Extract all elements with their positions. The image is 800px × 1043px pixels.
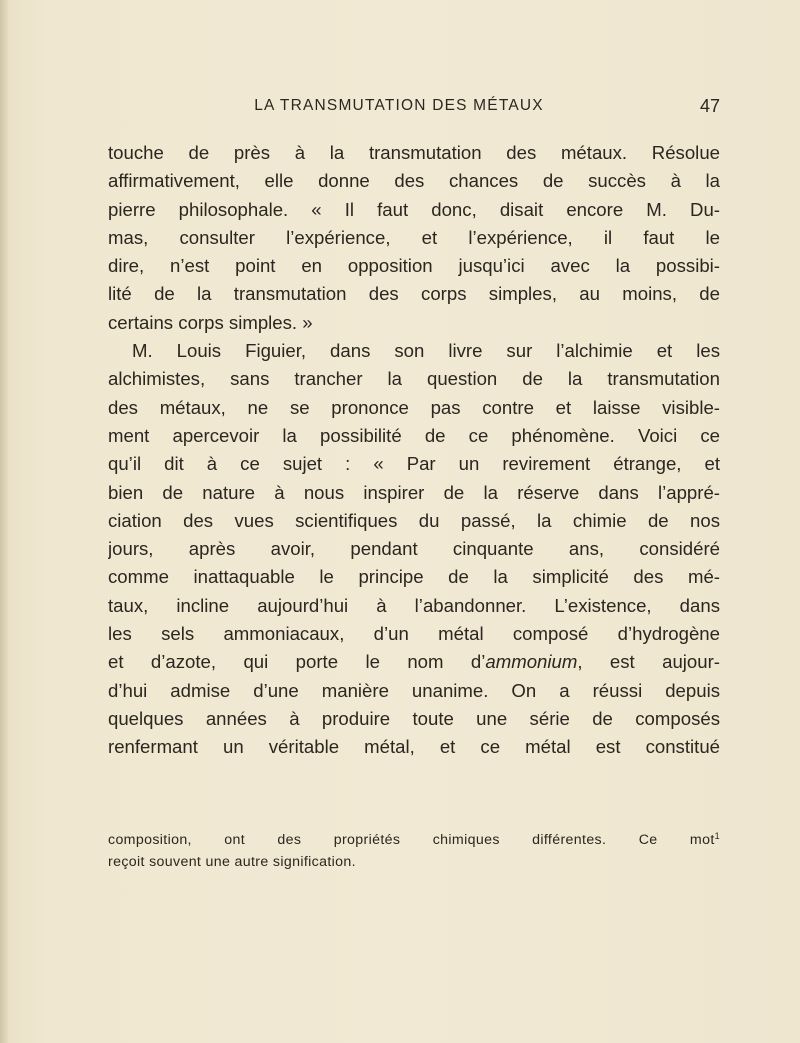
footnote-text: composition, ont des propriétés chimiques différentes. Ce mot [108, 832, 715, 848]
text-line: d’hui admise d’une manière unanime. On a réussi depuis [108, 679, 720, 701]
page-edge [0, 0, 8, 1043]
footnote-line [108, 829, 720, 851]
text-line: certains corps simples. » [108, 311, 313, 333]
text-line: lité de la transmutation des corps simples, au moins, de [108, 283, 720, 305]
text-line: taux, incline aujourd’hui à l’abandonner. L’existence, dans [108, 594, 720, 616]
text-line: alchimistes, sans trancher la question de la transmutation [108, 368, 720, 390]
text-line-ammonium [108, 648, 720, 676]
footnote-line: reçoit souvent une autre signification. [108, 854, 356, 870]
text-line: pierre philosophale. « Il faut donc, disait encore M. Du- [108, 198, 720, 220]
text-line: ciation des vues scientifiques du passé, la chimie de nos [108, 509, 720, 531]
text-line: bien de nature à nous inspirer de la réserve dans l’appré- [108, 481, 720, 503]
text-line: jours, après avoir, pendant cinquante ans, considéré [108, 538, 720, 560]
text-segment: , est aujour- [577, 651, 720, 673]
text-line: dire, n’est point en opposition jusqu’ici avec la possibi- [108, 255, 720, 277]
text-segment: et d’azote, qui porte le nom d’ [108, 651, 486, 673]
running-title: LA TRANSMUTATION DES MÉTAUX [254, 97, 544, 114]
italic-term: ammonium [485, 651, 578, 673]
text-line: qu’il dit à ce sujet : « Par un revirement étrange, et [108, 453, 720, 475]
text-line: comme inattaquable le principe de la simplicité des mé- [108, 566, 720, 588]
body-text [108, 139, 720, 762]
text-line: touche de près à la transmutation des métaux. Résolue [108, 142, 720, 163]
text-line: mas, consulter l’expérience, et l’expérience, il faut le [108, 226, 720, 248]
footnote-marker: 1 [714, 831, 720, 841]
text-line: quelques années à produire toute une série de composés [108, 707, 720, 729]
text-line: des métaux, ne se prononce pas contre et laisse visible- [108, 396, 720, 418]
text-line: renfermant un véritable métal, et ce métal est constitué [108, 736, 720, 758]
text-line: ment apercevoir la possibilité de ce phénomène. Voici ce [108, 424, 720, 446]
text-line: les sels ammoniacaux, d’un métal composé d’hydrogène [108, 623, 720, 645]
page-number: 47 [699, 96, 720, 116]
text-line: M. Louis Figuier, dans son livre sur l’alchimie et les [132, 340, 720, 362]
footnote [108, 829, 720, 873]
text-line: affirmativement, elle donne des chances de succès à la [108, 170, 720, 192]
running-head [100, 97, 720, 123]
